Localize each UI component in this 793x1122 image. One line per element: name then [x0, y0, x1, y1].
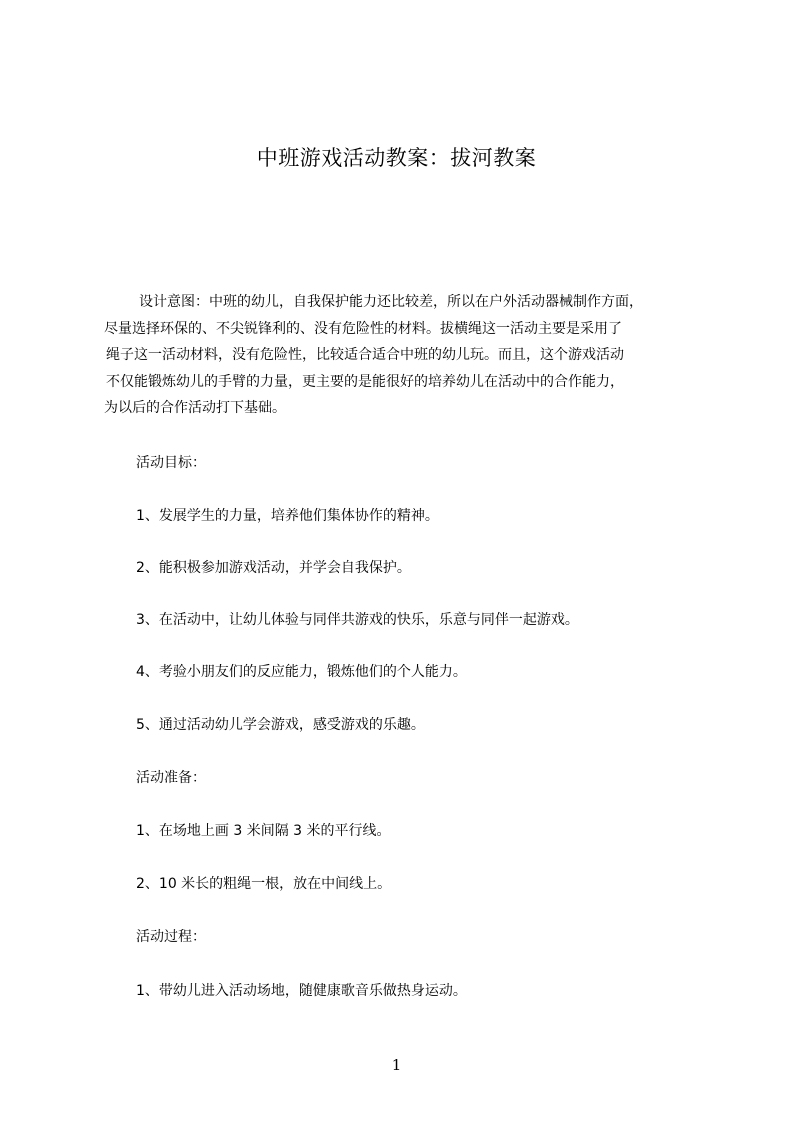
goal-item: 5、通过活动幼儿学会游戏，感受游戏的乐趣。 — [136, 717, 425, 733]
intro-line: 不仅能锻炼幼儿的手臂的力量，更主要的是能很好的培养幼儿在活动中的合作能力， — [106, 373, 624, 390]
page-number: 1 — [391, 1056, 402, 1074]
intro-line: 绳子这一活动材料，没有危险性，比较适合适合中班的幼儿玩。而且，这个游戏活动 — [106, 347, 624, 363]
document-title: 中班游戏活动教案：拔河教案 — [256, 146, 537, 170]
prep-item: 1、在场地上画 3 米间隔 3 米的平行线。 — [136, 823, 391, 839]
intro-line: 尽量选择环保的、不尖锐锋利的、没有危险性的材料。拔横绳这一活动主要是采用了 — [104, 320, 622, 337]
process-heading: 活动过程： — [136, 929, 206, 945]
prep-heading: 活动准备： — [136, 770, 206, 786]
goal-item: 2、能积极参加游戏活动，并学会自我保护。 — [136, 560, 411, 576]
process-item: 1、带幼儿进入活动场地，随健康歌音乐做热身运动。 — [136, 983, 467, 999]
intro-paragraph — [104, 289, 722, 422]
intro-line: 为以后的合作活动打下基础。 — [104, 400, 286, 416]
prep-item: 2、10 米长的粗绳一根，放在中间线上。 — [136, 876, 392, 892]
goals-heading: 活动目标： — [136, 455, 206, 471]
goal-item: 4、考验小朋友们的反应能力，锻炼他们的个人能力。 — [136, 664, 467, 680]
goal-item: 1、发展学生的力量，培养他们集体协作的精神。 — [136, 508, 439, 524]
intro-line: 设计意图：中班的幼儿，自我保护能力还比较差，所以在户外活动器械制作方面， — [139, 294, 643, 310]
goal-item: 3、在活动中，让幼儿体验与同伴共游戏的快乐，乐意与同伴一起游戏。 — [136, 612, 579, 628]
